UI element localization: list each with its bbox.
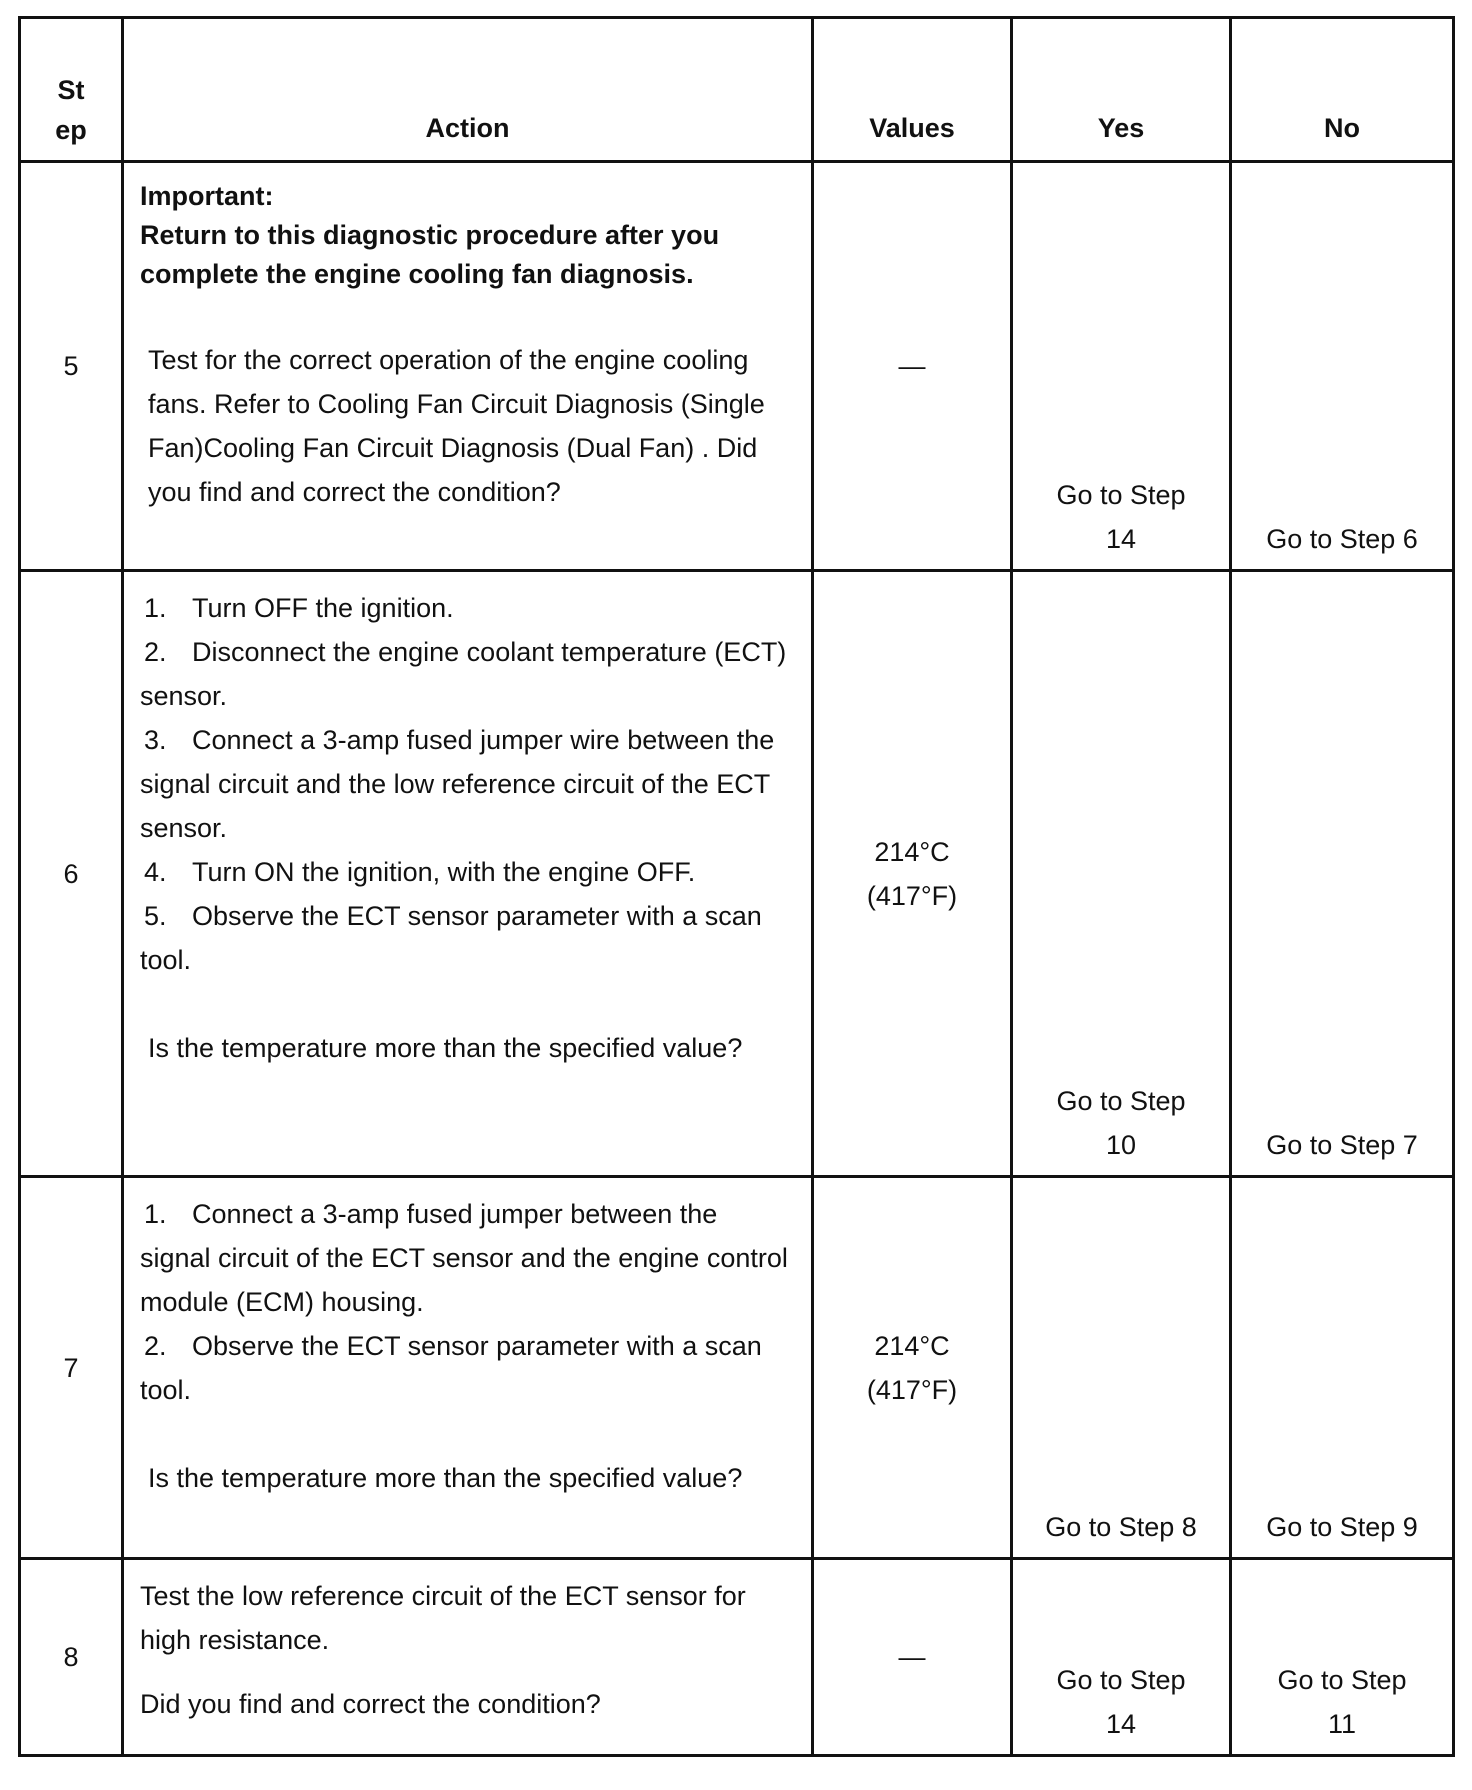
values-cell	[813, 1177, 1012, 1559]
list-item: 1. Turn OFF the ignition.	[144, 593, 454, 623]
list-item: 4. Turn ON the ignition, with the engine OFF.	[144, 857, 696, 887]
action-cell	[123, 1559, 813, 1756]
header-action: Action	[123, 18, 813, 162]
table-row-step-5	[20, 162, 1454, 571]
question-text: Did you find and correct the condition?	[140, 1689, 601, 1719]
list-item: 3. Connect a 3-amp fused jumper wire between the signal circuit and the low reference circuit of the ECT sensor.	[140, 725, 775, 843]
header-no: No	[1231, 18, 1454, 162]
table-row-step-6	[20, 571, 1454, 1177]
yes-cell	[1012, 571, 1231, 1177]
no-cell	[1231, 571, 1454, 1177]
question-text: Is the temperature more than the specified value?	[148, 1463, 743, 1493]
no-cell	[1231, 1559, 1454, 1756]
list-item: 1. Connect a 3-amp fused jumper between the signal circuit of the ECT sensor and the engine control module (ECM) housing.	[140, 1199, 788, 1317]
step-number: 7	[20, 1177, 123, 1559]
table-row-step-7	[20, 1177, 1454, 1559]
action-cell	[123, 162, 813, 571]
header-step	[20, 18, 123, 162]
list-item: 2. Observe the ECT sensor parameter with a scan tool.	[140, 1331, 762, 1405]
yes-cell	[1012, 1177, 1231, 1559]
step-number: 6	[20, 571, 123, 1177]
action-cell	[123, 1177, 813, 1559]
no-cell	[1231, 162, 1454, 571]
step-number: 8	[20, 1559, 123, 1756]
important-text: Return to this diagnostic procedure after you complete the engine cooling fan diagnosis.	[140, 220, 720, 289]
action-text: Test for the correct operation of the engine cooling fans. Refer to Cooling Fan Circuit Diagnosis (Single Fan)Cooling Fan Circuit Diagnosis (Dual Fan) . Did you find and correct the condition?	[148, 345, 765, 507]
no-link[interactable]: Go to Step 11	[1277, 1665, 1407, 1739]
important-label: Important:	[140, 181, 274, 211]
values-cell: —	[813, 1559, 1012, 1756]
step-number: 5	[20, 162, 123, 571]
yes-link[interactable]: Go to Step 10	[1056, 1086, 1186, 1160]
yes-link[interactable]: Go to Step 14	[1056, 1665, 1186, 1739]
list-item: 5. Observe the ECT sensor parameter with a scan tool.	[140, 901, 762, 975]
header-step-line1: St	[57, 75, 85, 105]
no-cell	[1231, 1177, 1454, 1559]
values-cell	[813, 571, 1012, 1177]
yes-cell	[1012, 1559, 1231, 1756]
values-cell: —	[813, 162, 1012, 571]
value-fahrenheit: (417°F)	[866, 880, 958, 911]
action-text: Test the low reference circuit of the ECT sensor for high resistance.	[140, 1581, 746, 1655]
list-item: 2. Disconnect the engine coolant temperature (ECT) sensor.	[140, 637, 787, 711]
header-yes: Yes	[1012, 18, 1231, 162]
header-row	[20, 18, 1454, 162]
yes-link[interactable]: Go to Step 14	[1056, 480, 1186, 554]
table-row-step-8	[20, 1559, 1454, 1756]
no-link[interactable]: Go to Step 7	[1266, 1130, 1418, 1160]
yes-cell	[1012, 162, 1231, 571]
value-celsius: 214°C	[874, 1330, 950, 1361]
header-values: Values	[813, 18, 1012, 162]
question-text: Is the temperature more than the specified value?	[148, 1033, 743, 1063]
no-link[interactable]: Go to Step 6	[1266, 524, 1418, 554]
value-fahrenheit: (417°F)	[866, 1374, 958, 1405]
diagnostic-table	[18, 16, 1455, 1757]
action-cell	[123, 571, 813, 1177]
header-step-line2: ep	[55, 115, 87, 145]
no-link[interactable]: Go to Step 9	[1266, 1512, 1418, 1542]
value-celsius: 214°C	[874, 836, 950, 867]
yes-link[interactable]: Go to Step 8	[1045, 1512, 1197, 1542]
